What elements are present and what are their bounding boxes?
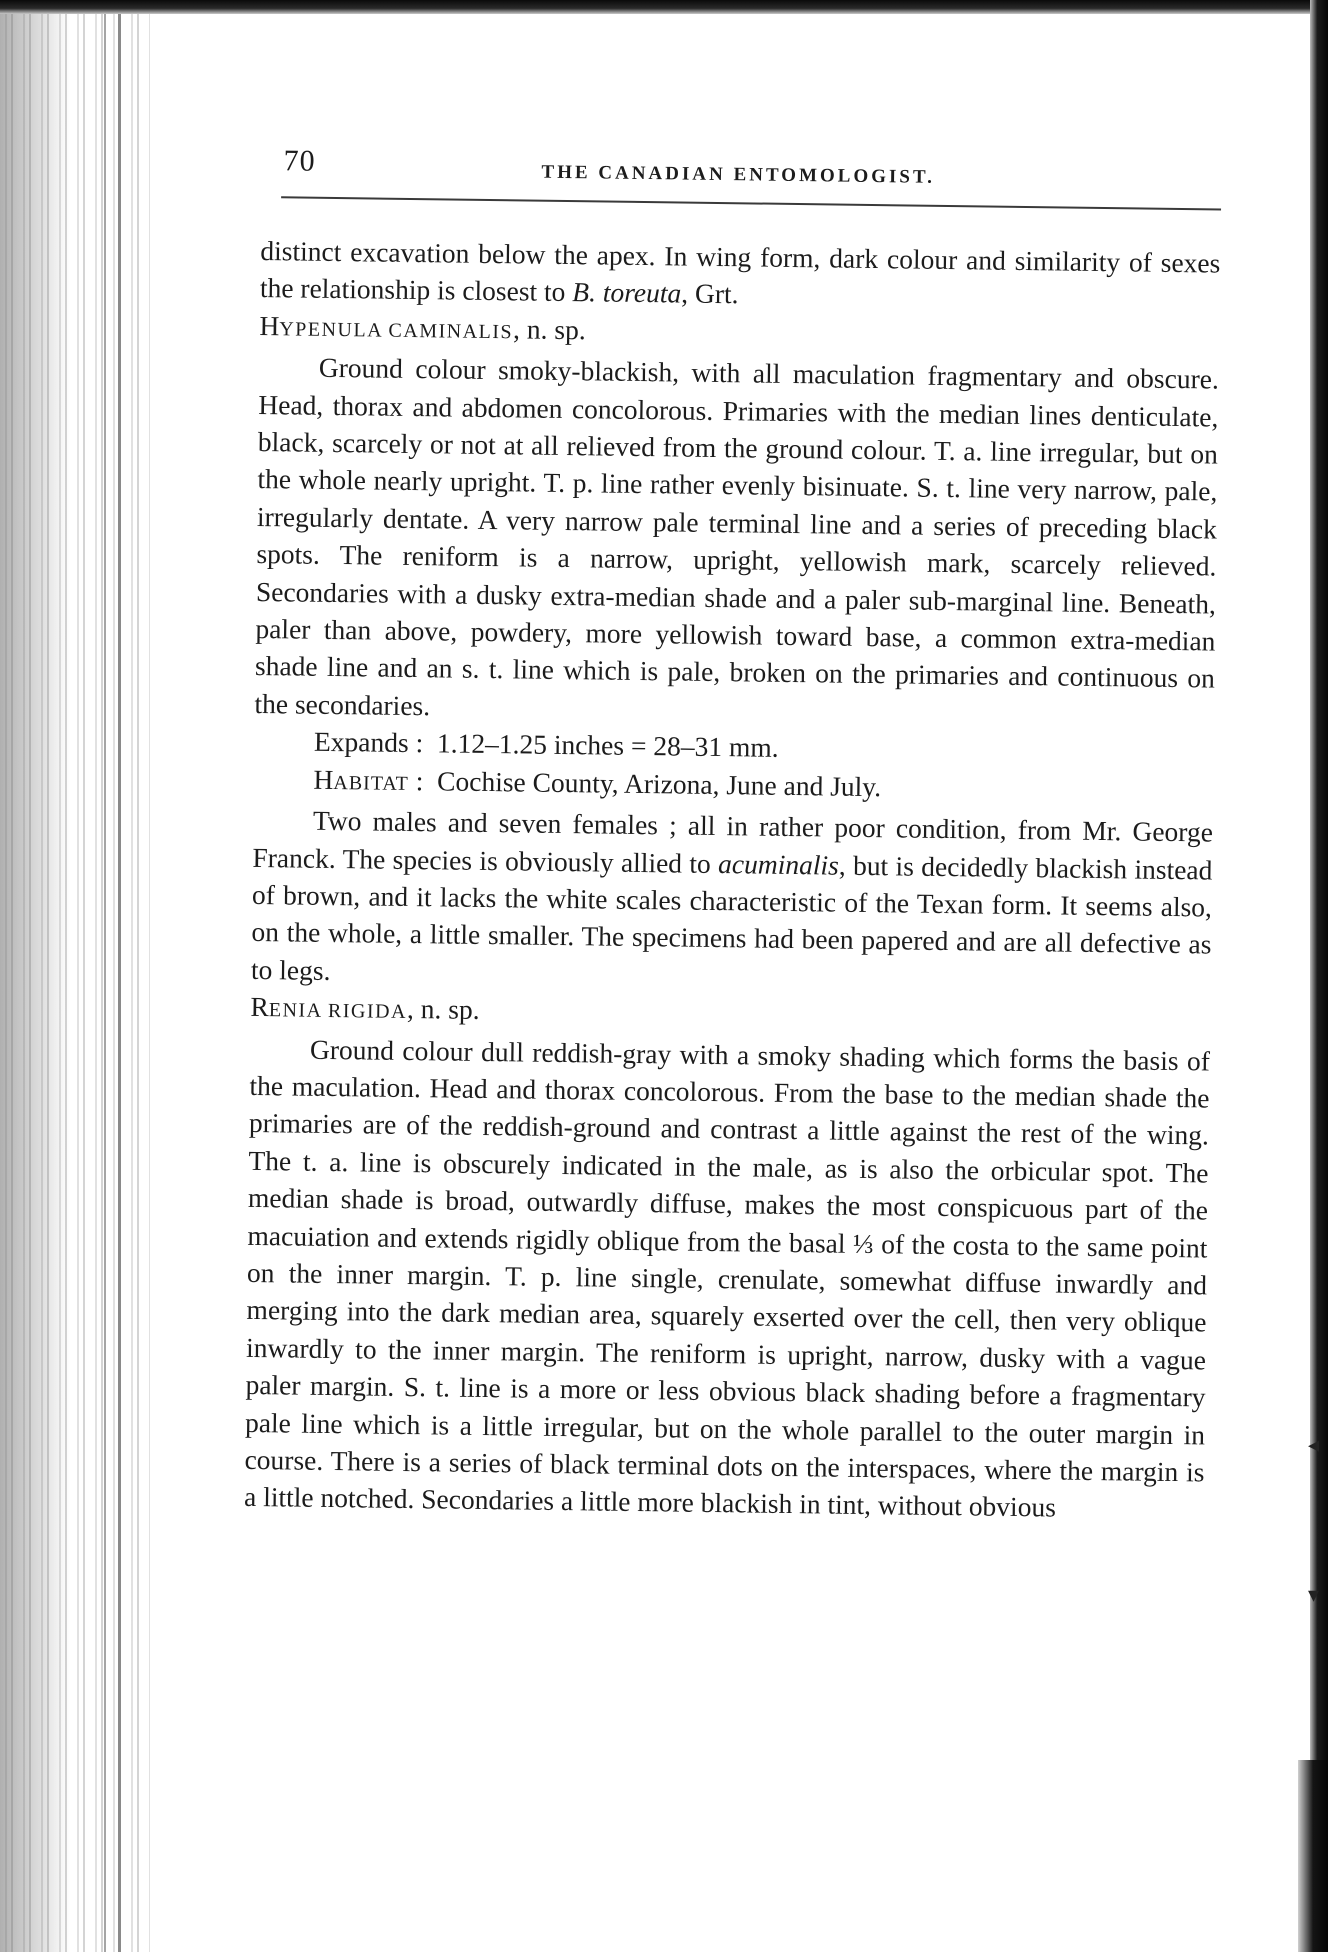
page-header bbox=[261, 130, 1222, 195]
book-page bbox=[243, 130, 1222, 1523]
habitat-initial: H bbox=[313, 763, 334, 795]
heading-initial: R bbox=[250, 991, 270, 1023]
species-name: B. toreuta bbox=[572, 276, 682, 309]
description-hypenula: Ground colour smoky-blackish, with all maculation fragmentary and obscure. Head, thorax and abdomen concolorous. Primaries with the median lines denticulate, black, scarcely or not at all relieved from the ground colour. T. a. line irregular, but on the whole nearly upright. T. p. line rather evenly bisinuate. S. t. line very narrow, pale, irregularly dentate. A very narrow pale terminal line and a series of preceding black spots. The reniform is a narrow, upright, yellowish mark, scarcely relieved. Secondaries with a dusky extra-median shade and a paler sub-marginal line. Beneath, paler than above, powdery, more yellowish toward base, a common extra-median shade line and an s. t. line which is pale, broken on the primaries and continuous on the secondaries. bbox=[254, 351, 1220, 722]
species-name: acuminalis bbox=[717, 847, 840, 881]
scan-border-top bbox=[0, 0, 1328, 14]
header-rule bbox=[281, 196, 1221, 210]
habitat-smallcaps: ABITAT bbox=[333, 771, 409, 795]
binding-shadow bbox=[0, 0, 70, 1952]
running-head: THE CANADIAN ENTOMOLOGIST. bbox=[541, 161, 936, 188]
margin-mark: ◂ bbox=[1308, 1432, 1320, 1457]
remarks-hypenula bbox=[251, 801, 1213, 1001]
habitat-value: Cochise County, Arizona, June and July. bbox=[436, 765, 882, 802]
page-body bbox=[244, 232, 1221, 1528]
paragraph-text: , but is decidedly blackish instead of brown, and it lacks the white scales characteristic of the Texan form. It seems also, on the whole, a little smaller. The specimens had been papered and are all defective as to legs. bbox=[250, 849, 1213, 986]
heading-smallcaps: YPENULA CAMINALIS bbox=[279, 318, 514, 344]
paragraph-text: distinct excavation below the apex. In wing form, dark colour and similarity of sexes the relationship is closest to bbox=[259, 234, 1221, 308]
heading-smallcaps: ENIA RIGIDA bbox=[268, 999, 408, 1024]
heading-suffix: , n. sp. bbox=[512, 313, 586, 346]
margin-mark: ▾ bbox=[1308, 1582, 1320, 1607]
heading-suffix: , n. sp. bbox=[406, 993, 480, 1026]
description-renia: Ground colour dull reddish-gray with a smoky shading which forms the basis of the maculation. Head and thorax concolorous. From the base to the median shade the primaries are of the reddish-ground and contrast a little against the rest of the wing. The t. a. line is obscurely indicated in the male, as is also the orbicular spot. The median shade is broad, outwardly diffuse, makes the most conspicuous part of the macuiation and extends rigidly oblique from the basal ⅓ of the costa to the same point on the inner margin. T. p. line single, crenulate, somewhat diffuse inwardly and merging into the dark median area, squarely exserted over the cell, then very oblique inwardly to the inner margin. The reniform is upright, narrow, dusky with a vague paler margin. S. t. line is a more or less obvious black shading before a fragmentary pale line which is a little irregular, but on the whole parallel to the outer margin in course. There is a series of black terminal dots on the interspaces, where the margin is a little notched. Secondaries a little more blackish in tint, without obvious bbox=[243, 1033, 1211, 1523]
page-number: 70 bbox=[283, 144, 316, 178]
heading-initial: H bbox=[259, 309, 280, 342]
page-edge-line bbox=[104, 0, 106, 1952]
scan-border-right bbox=[1310, 0, 1328, 1952]
paragraph-text: Two males and seven females ; all in rather poor condition, from Mr. George Franck. The species is obviously allied to bbox=[252, 804, 1214, 879]
page-edge-line bbox=[118, 0, 121, 1952]
paragraph-text: , Grt. bbox=[681, 277, 739, 310]
paragraph-continuation bbox=[260, 232, 1221, 319]
habitat-colon: : bbox=[408, 764, 424, 796]
scan-border-right-corner bbox=[1298, 1760, 1328, 1952]
expands-value: 1.12–1.25 inches = 28–31 mm. bbox=[436, 727, 779, 764]
expands-label: Expands : bbox=[313, 726, 424, 759]
